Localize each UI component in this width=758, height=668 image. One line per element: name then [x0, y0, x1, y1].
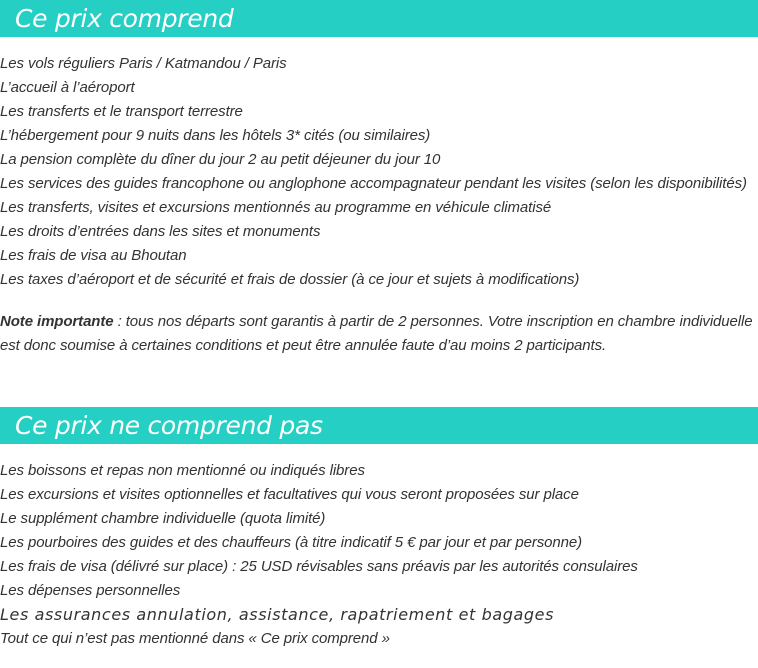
list-item: Les taxes d’aéroport et de sécurité et frais de dossier (à ce jour et sujets à modifications): [0, 271, 580, 288]
excluded-section-title: Ce prix ne comprend pas: [15, 411, 323, 440]
list-item: Les pourboires des guides et des chauffeurs (à titre indicatif 5 € par jour et par personne): [0, 534, 582, 551]
list-item: La pension complète du dîner du jour 2 au petit déjeuner du jour 10: [0, 151, 441, 168]
list-item: Les transferts, visites et excursions mentionnés au programme en véhicule climatisé: [0, 199, 552, 216]
list-item: Les boissons et repas non mentionné ou indiqués libres: [0, 462, 365, 479]
important-note: [0, 310, 756, 358]
list-item: Les dépenses personnelles: [0, 582, 181, 599]
included-list: [0, 52, 758, 292]
excluded-section-header: [0, 407, 758, 444]
list-item: L’accueil à l’aéroport: [0, 79, 135, 96]
list-item: Les excursions et visites optionnelles et facultatives qui vous seront proposées sur place: [0, 486, 579, 503]
included-section-header: [0, 0, 758, 37]
list-item: Les transferts et le transport terrestre: [0, 103, 243, 120]
important-note-label: Note importante: [0, 313, 114, 330]
excluded-list: [0, 459, 758, 651]
list-item: Tout ce qui n’est pas mentionné dans « Ce prix comprend »: [0, 630, 390, 647]
list-item: Les services des guides francophone ou anglophone accompagnateur pendant les visites (selon les disponibilités): [0, 175, 747, 192]
list-item: Les assurances annulation, assistance, rapatriement et bagages: [0, 605, 555, 624]
list-item: Les vols réguliers Paris / Katmandou / Paris: [0, 55, 287, 72]
list-item: Les frais de visa au Bhoutan: [0, 247, 187, 264]
list-item: L’hébergement pour 9 nuits dans les hôtels 3* cités (ou similaires): [0, 127, 431, 144]
included-section-title: Ce prix comprend: [15, 4, 234, 33]
list-item: Les frais de visa (délivré sur place) : 25 USD révisables sans préavis par les autorités consulaires: [0, 558, 638, 575]
list-item: Le supplément chambre individuelle (quota limité): [0, 510, 326, 527]
list-item: Les droits d’entrées dans les sites et monuments: [0, 223, 321, 240]
important-note-text: : tous nos départs sont garantis à partir de 2 personnes. Votre inscription en chambre individuelle est donc soumise à certaines conditions et peut être annulée faute d’au moins 2 participants.: [0, 313, 753, 354]
